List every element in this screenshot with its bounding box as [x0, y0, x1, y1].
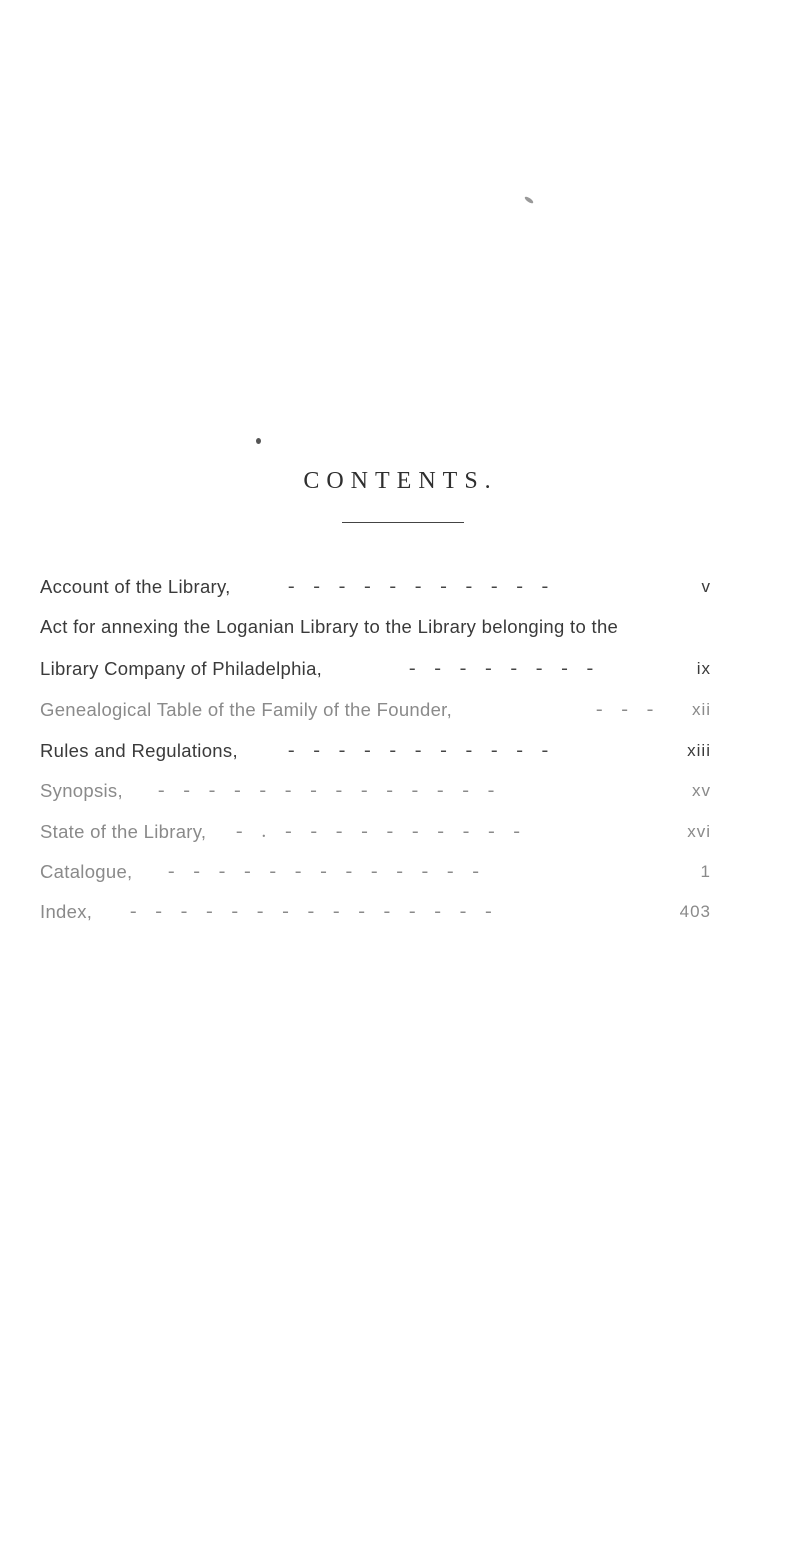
- toc-entry-page: xvi: [687, 822, 711, 841]
- toc-entry-label: Rules and Regulations,: [40, 740, 238, 761]
- toc-entry-leader: - - - - - - - - - - -: [288, 740, 549, 761]
- toc-entry-label: Act for annexing the Loganian Library to the Library belonging to the: [40, 616, 619, 637]
- toc-entry-leader: - - - - - - - - - - -: [288, 576, 549, 597]
- toc-entry-leader: - - - - - - - - - - - - -: [168, 861, 479, 882]
- toc-entry-page: 1: [700, 862, 711, 881]
- toc-entry-index[interactable]: [40, 898, 711, 926]
- toc-entry-page: 403: [679, 902, 711, 921]
- toc-entry-act-continued[interactable]: [40, 655, 711, 683]
- toc-entry-leader: - - -: [596, 699, 654, 720]
- toc-entry-state-of-library[interactable]: [40, 818, 711, 846]
- title-underline: [342, 522, 464, 523]
- ink-speck: [524, 195, 534, 204]
- toc-entry-label: Catalogue,: [40, 861, 133, 882]
- toc-entry-label: Library Company of Philadelphia,: [40, 658, 323, 679]
- toc-entry-leader: - - - - - - - -: [409, 658, 594, 679]
- toc-entry-catalogue[interactable]: [40, 858, 711, 886]
- toc-entry-leader: - - - - - - - - - - - - - -: [158, 780, 495, 801]
- toc-entry-page: xii: [691, 700, 711, 719]
- toc-entry-rules[interactable]: [40, 737, 711, 765]
- toc-entry-label: State of the Library,: [40, 821, 207, 842]
- toc-entry-page: xiii: [687, 741, 711, 760]
- toc-entry-label: Account of the Library,: [40, 576, 231, 597]
- toc-entry-account[interactable]: [40, 573, 711, 601]
- toc-entry-page: xv: [692, 781, 711, 800]
- toc-entry-label: Index,: [40, 901, 93, 922]
- toc-entry-leader: - . - - - - - - - - - -: [236, 821, 520, 842]
- toc-entry-page: v: [701, 577, 711, 596]
- toc-entry-label: Genealogical Table of the Family of the Founder,: [40, 699, 453, 720]
- toc-entry-page: ix: [696, 659, 711, 678]
- ink-speck: [256, 438, 261, 444]
- page-title: CONTENTS.: [303, 468, 498, 494]
- toc-entry-act[interactable]: [40, 613, 711, 641]
- toc-entry-leader: - - - - - - - - - - - - - - -: [130, 901, 492, 922]
- toc-entry-label: Synopsis,: [40, 780, 123, 801]
- toc-entry-synopsis[interactable]: [40, 777, 711, 805]
- toc-entry-genealogical-table[interactable]: [40, 696, 711, 724]
